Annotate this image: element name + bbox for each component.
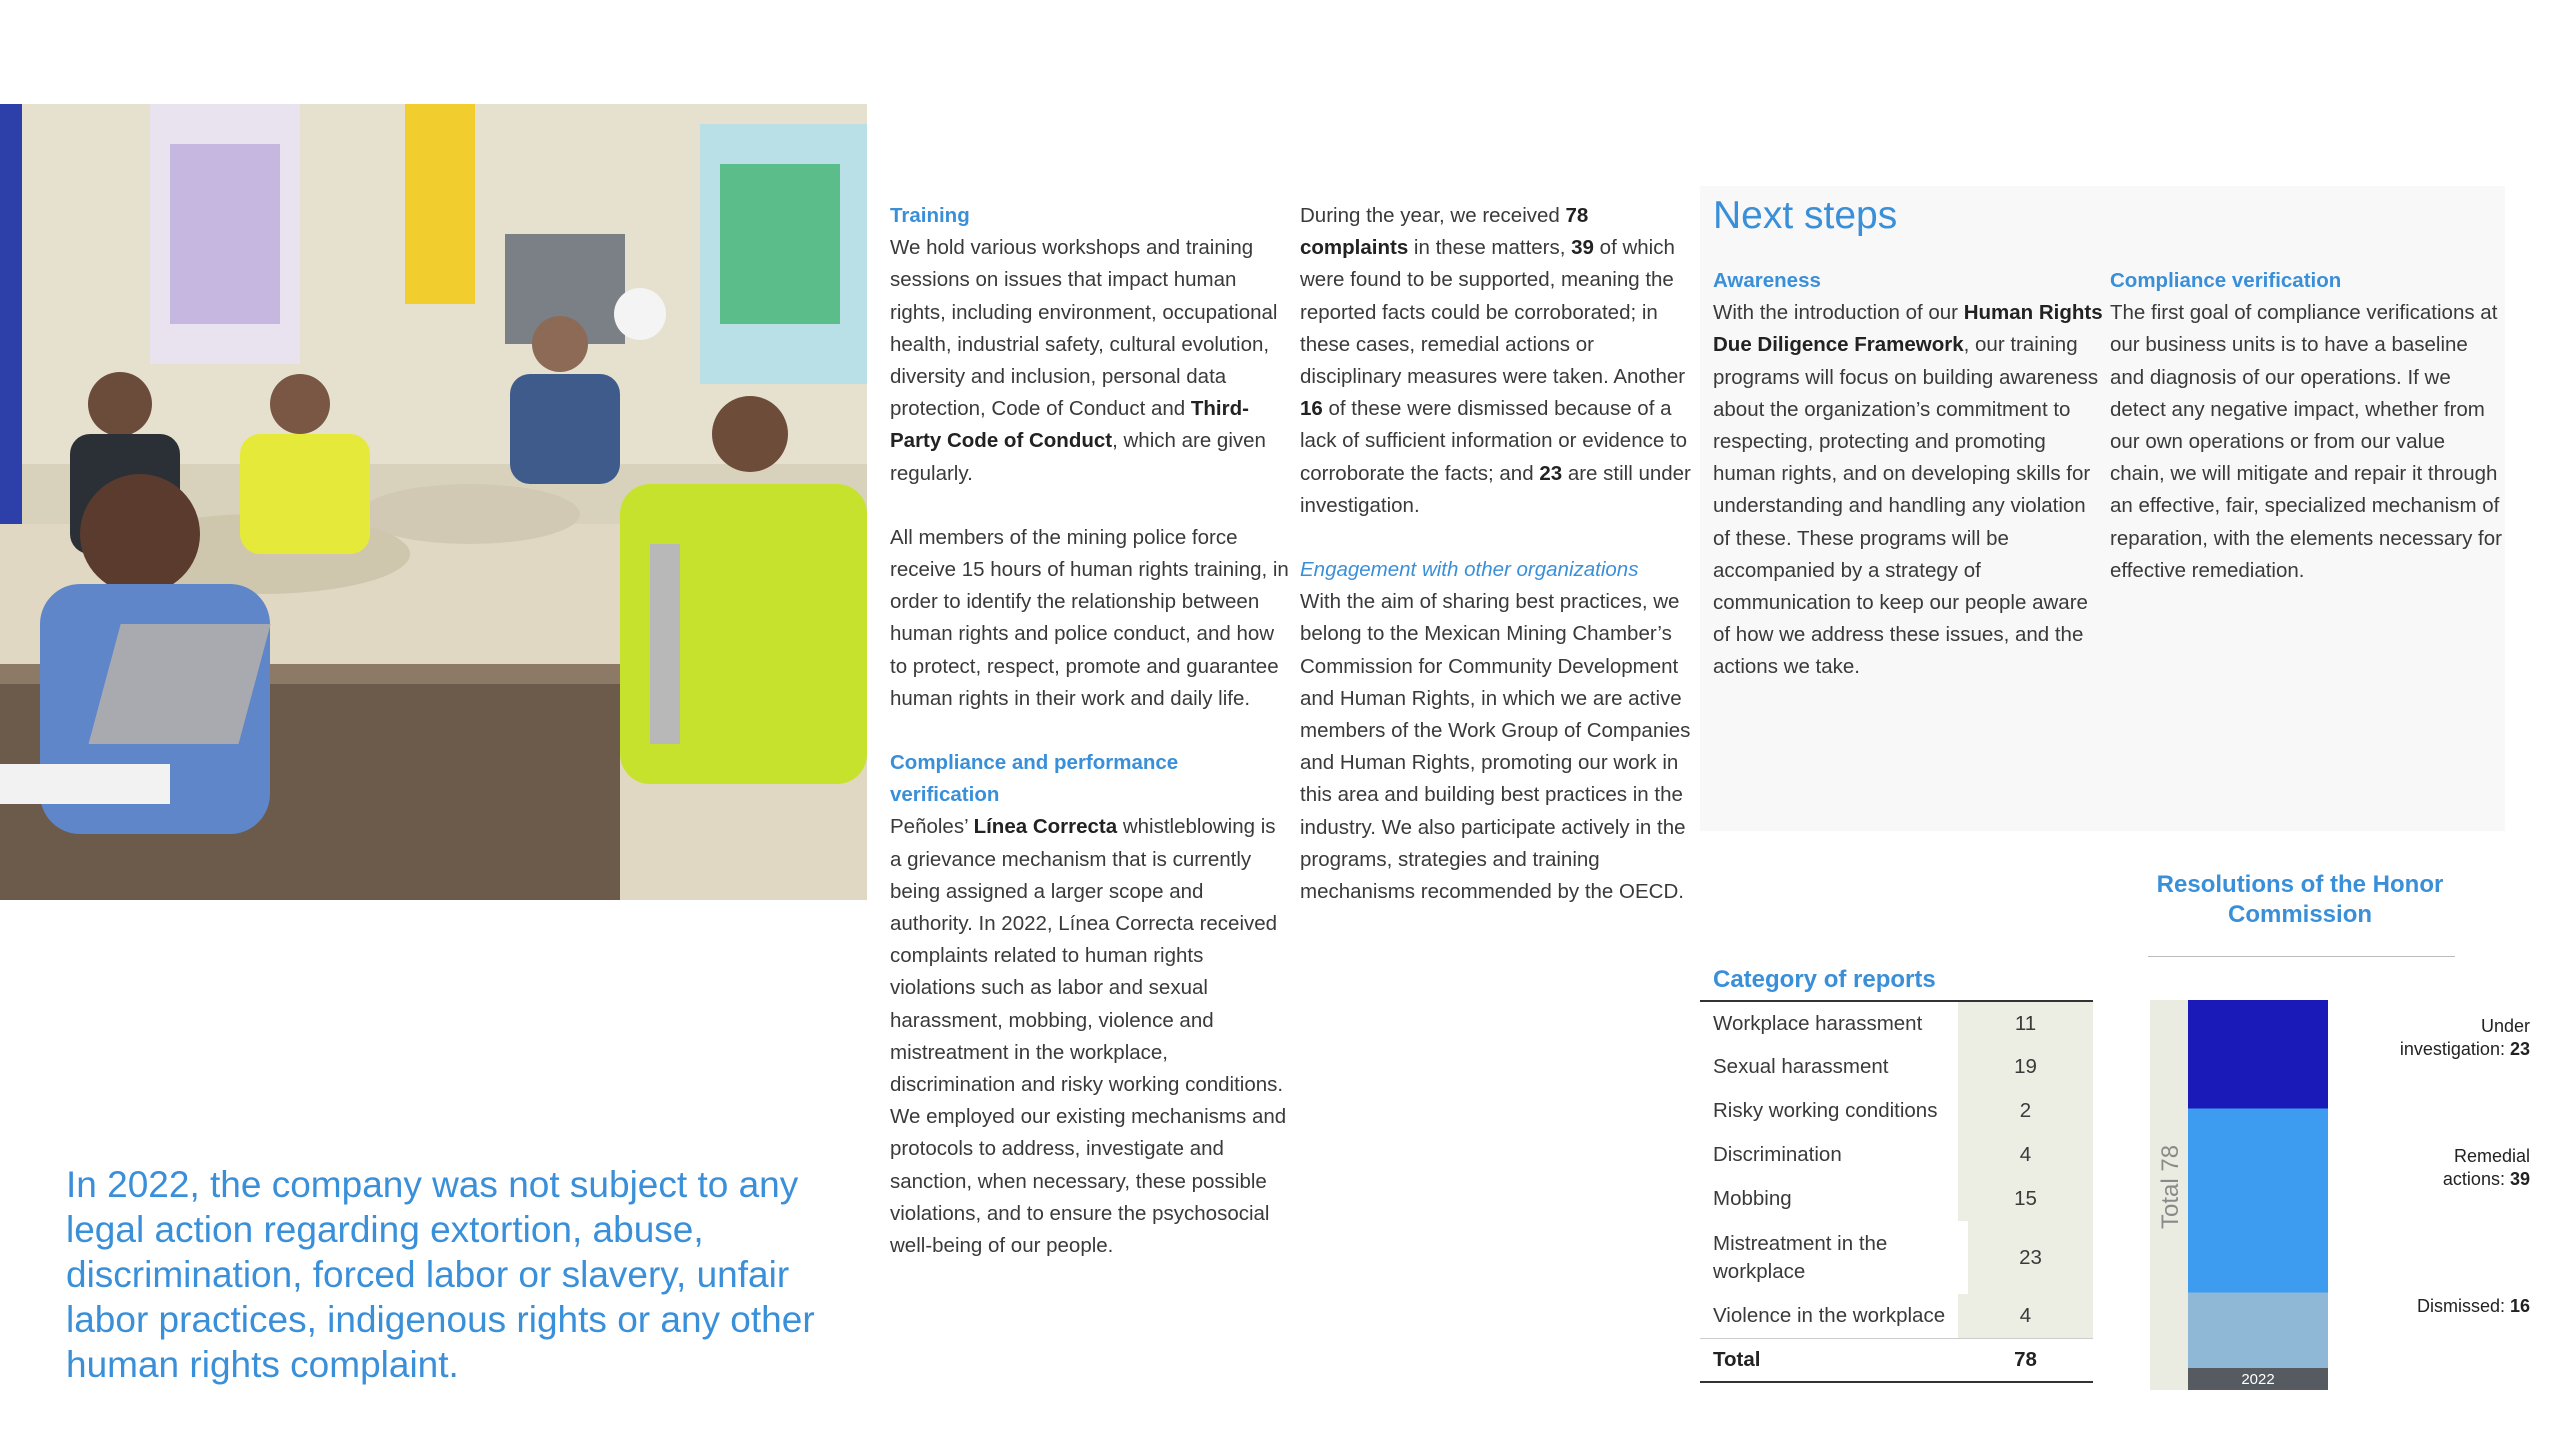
bar-segment-under-investigation <box>2188 1000 2328 1109</box>
resolutions-chart <box>2150 1000 2530 1390</box>
awareness-text-end: , our training programs will focus on building awareness about the organization’s commitment to respecting, protecting and promoting human rights, and on developing skills for understanding and handling any violation of these. These programs will be accompanied by a strategy of communication to keep our people aware of how we address these issues, and the actions we take. <box>1713 333 2099 679</box>
training-paragraph <box>890 232 1290 490</box>
reports-table-title: Category of reports <box>1713 966 1936 993</box>
complaints-text-3: of which were found to be supported, meaning the reported facts could be corroborated; in these cases, remedial actions or disciplinary measures were taken. Another <box>1300 236 1686 389</box>
compliance-verification-section <box>2110 265 2505 587</box>
data-label-dismissed: Dismissed: 16 <box>2416 1296 2530 1316</box>
awareness-text: With the introduction of our <box>1713 301 1964 325</box>
table-row <box>1700 1294 2093 1338</box>
chart-title: Resolutions of the Honor Commission <box>2156 871 2444 928</box>
complaints-count: 78 complaints <box>1300 204 1589 260</box>
next-steps-title: Next steps <box>1713 194 1898 237</box>
compliance-text-end: whistleblowing is a grievance mechanism that is currently being assigned a larger scope and authority. In 2022, Línea Correcta received complaints related to human rights violations such as labor and sexual harassment, mobbing, violence and mistreatment in the workplace, discrimination and risky working conditions. We employed our existing mechanisms and protocols to address, investigate and sanction, when necessary, these possible violations, and to ensure the psychosocial well-being of our people. <box>890 815 1287 1258</box>
total-label: Total 78 <box>2157 1144 2184 1229</box>
supported-count: 39 <box>1571 236 1594 260</box>
compliance-text: Peñoles’ <box>890 815 974 839</box>
compliance-verification-heading: Compliance verification <box>2110 269 2342 292</box>
bar-segment-remedial-actions <box>2188 1109 2328 1293</box>
row-count: 23 <box>1968 1221 2093 1294</box>
compliance-heading: Compliance and performance verification <box>890 751 1179 807</box>
complaints-text-4: of these were dismissed because of a lack of sufficient information or evidence to corroborate the facts; and <box>1300 397 1688 485</box>
table-total-row <box>1700 1338 2093 1383</box>
dismissed-count: 16 <box>1300 397 1323 421</box>
complaints-text-2: in these matters, <box>1408 236 1572 260</box>
training-text-end: , which are given regularly. <box>890 429 1266 485</box>
awareness-heading: Awareness <box>1713 269 1821 292</box>
data-label-under-investigation: Under investigation: 23 <box>2399 1016 2530 1059</box>
engagement-paragraph: With the aim of sharing best practices, we belong to the Mexican Mining Chamber’s Commission for Community Development and Human Rights, in which we are active members of the Work Group of Companies and Human Rights, promoting our work in this area and building best practices in the industry. We also participate actively in the programs, strategies and training mechanisms recommended by the OECD. <box>1300 590 1691 904</box>
training-heading: Training <box>890 204 970 227</box>
row-category: Sexual harassment <box>1713 1055 1889 1078</box>
table-row <box>1700 1177 2093 1221</box>
row-count: 4 <box>1958 1133 2093 1177</box>
row-count: 11 <box>1958 1002 2093 1045</box>
table-row <box>1700 1221 2093 1294</box>
police-training-paragraph: All members of the mining police force receive 15 hours of human rights training, in order to identify the relationship between human rights and police conduct, and how to protect, respect, promote and guarantee human rights in their work and daily life. <box>890 525 1289 710</box>
table-row <box>1700 1002 2093 1045</box>
data-label-remedial-actions: Remedial actions: 39 <box>2442 1146 2530 1189</box>
row-count: 15 <box>1958 1177 2093 1221</box>
awareness-paragraph <box>1713 297 2108 683</box>
complaints-text-5: are still under investigation. <box>1300 461 1691 517</box>
chart-title-divider <box>2148 956 2455 957</box>
training-photo <box>0 104 867 900</box>
row-count: 4 <box>1958 1294 2093 1338</box>
year-label: 2022 <box>2241 1371 2275 1388</box>
investigation-count: 23 <box>1539 461 1563 485</box>
framework-text: Human Rights Due Diligence Framework <box>1713 301 2103 357</box>
row-category: Mobbing <box>1713 1187 1792 1210</box>
total-label: Total <box>1713 1348 1761 1371</box>
third-party-code-link-text: Third-Party Code of Conduct <box>890 397 1249 453</box>
column-2 <box>1300 200 1700 908</box>
row-count: 19 <box>1958 1045 2093 1089</box>
linea-correcta-text: Línea Correcta <box>973 815 1118 839</box>
bar-segment-dismissed <box>2188 1293 2328 1368</box>
row-category: Risky working conditions <box>1713 1099 1938 1122</box>
table-row <box>1700 1133 2093 1177</box>
reports-table <box>1700 1000 2093 1383</box>
complaints-text-1: During the year, we received <box>1300 204 1566 227</box>
compliance-paragraph <box>890 811 1290 1262</box>
table-row <box>1700 1045 2093 1089</box>
awareness-section <box>1713 265 2108 684</box>
engagement-heading: Engagement with other organizations <box>1300 558 1639 582</box>
highlight-quote: In 2022, the company was not subject to any legal action regarding extortion, abuse, discrimination, forced labor or slavery, unfair labor practices, indigenous rights or any other human rights complaint. <box>66 1164 815 1385</box>
table-row <box>1700 1089 2093 1133</box>
row-category: Violence in the workplace <box>1713 1304 1946 1327</box>
compliance-verification-paragraph: The first goal of compliance verifications at our business units is to have a baseline and diagnosis of our operations. If we detect any negative impact, whether from our own operations or from our value chain, we will mitigate and repair it through an effective, fair, specialized mechanism of reparation, with the elements necessary for effective remediation. <box>2110 301 2502 582</box>
total-value: 78 <box>1958 1339 2093 1381</box>
training-text: We hold various workshops and training sessions on issues that impact human rights, including environment, occupational health, industrial safety, cultural evolution, diversity and inclusion, personal data protection, Code of Conduct and <box>890 236 1278 421</box>
column-1 <box>890 200 1290 1262</box>
row-category: Workplace harassment <box>1713 1011 1923 1035</box>
complaints-paragraph <box>1300 200 1700 522</box>
row-category: Discrimination <box>1713 1143 1842 1166</box>
row-category: Mistreatment in the workplace <box>1713 1231 1888 1283</box>
row-count: 2 <box>1958 1089 2093 1133</box>
